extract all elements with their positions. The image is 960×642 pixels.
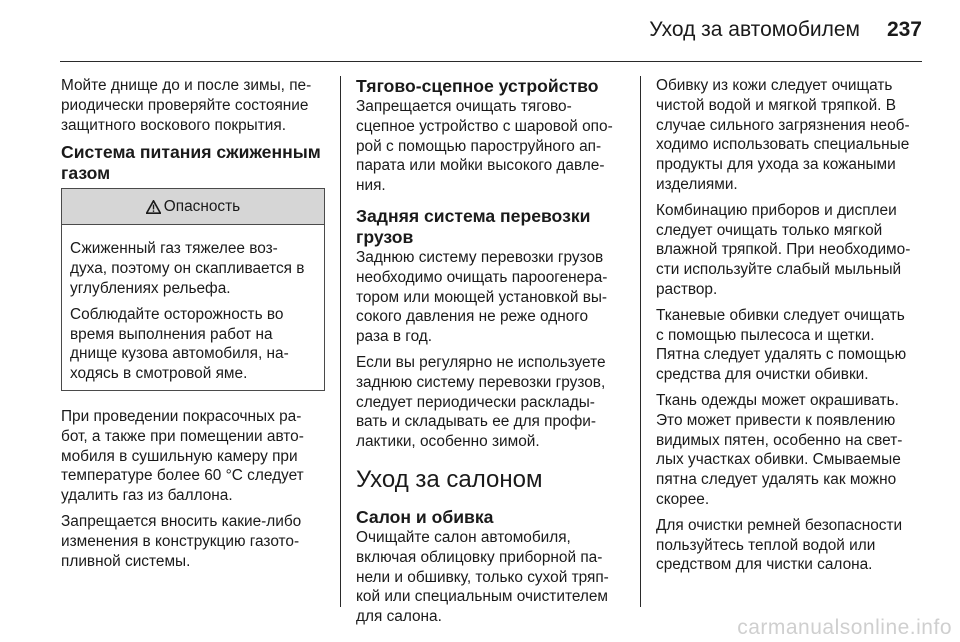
text-line: При проведении покрасочных ра-	[61, 407, 302, 425]
column-1	[61, 76, 325, 577]
text-line: Мойте днище до и после зимы, пе-	[61, 77, 312, 94]
text-line: Для очистки ремней безопасности	[656, 516, 903, 534]
text-line: Соблюдайте осторожность во	[70, 305, 284, 323]
text-line: случае сильного загрязнения необ-	[656, 116, 910, 134]
header-rule	[60, 61, 922, 62]
text-line: следует периодически расклады-	[356, 393, 595, 411]
text-line: пливной системы.	[61, 552, 191, 570]
text-line: сти используйте слабый мыльный	[656, 261, 902, 279]
text-line: грузов	[356, 226, 414, 247]
text-line: днище кузова автомобиля, на-	[70, 345, 289, 363]
text-line: вать и складывать ее для профи-	[356, 413, 596, 431]
text-line: включая облицовку приборной па-	[356, 548, 603, 566]
section-heading: Тягово-сцепное устройство	[356, 76, 599, 96]
paragraph	[656, 516, 926, 575]
column-2	[356, 76, 624, 633]
text-line: ния.	[356, 177, 386, 195]
section-heading	[61, 142, 325, 184]
text-line: заднюю систему перевозки грузов,	[356, 373, 606, 391]
text-line: Обивку из кожи следует очищать	[656, 77, 893, 94]
text-line: Очищайте салон автомобиля,	[356, 528, 571, 546]
text-line: Задняя система перевозки	[356, 205, 591, 226]
text-line: для салона.	[356, 608, 442, 626]
text-line: скорее.	[656, 490, 710, 508]
warning-triangle-icon	[146, 200, 161, 214]
text-line: необходимо очищать пароогенера-	[356, 268, 608, 286]
text-line: лактики, особенно зимой.	[356, 433, 540, 451]
text-line: углублениях рельефа.	[70, 279, 231, 297]
text-line: бот, а также при помещении авто-	[61, 427, 304, 445]
text-line: ходясь в смотровой яме.	[70, 365, 248, 383]
text-line: следует очищать только мягкой	[656, 221, 883, 239]
text-line: с помощью пылесоса и щетки.	[656, 326, 875, 344]
text-line: раствор.	[656, 280, 718, 298]
text-line: ходимо использовать специальные	[656, 136, 910, 154]
column-3	[656, 76, 926, 581]
text-line: кой или специальным очистителем	[356, 588, 608, 606]
text-line: Запрещается очищать тягово-	[356, 98, 572, 115]
text-line: Если вы регулярно не используете	[356, 353, 606, 371]
text-line: продукты для ухода за кожаными	[656, 156, 896, 174]
text-line: средством для чистки салона.	[656, 556, 873, 574]
text-line: чистой водой и мягкой тряпкой. В	[656, 96, 896, 114]
text-line: температуре более 60 °C следует	[61, 467, 304, 485]
chapter-heading: Уход за салоном	[356, 465, 543, 493]
paragraph	[656, 76, 926, 195]
paragraph	[356, 248, 624, 347]
text-line: влажной тряпкой. При необходимо-	[656, 241, 911, 259]
text-line: Сжиженный газ тяжелее воз-	[70, 240, 278, 258]
text-line: Система питания сжиженным	[61, 142, 321, 163]
text-line: сцепное устройство с шаровой опо-	[356, 117, 613, 135]
text-line: средства для очистки обивки.	[656, 366, 869, 384]
text-line: пользуйтесь теплой водой или	[656, 536, 876, 554]
warning-box-header	[62, 189, 324, 225]
text-line: время выполнения работ на	[70, 325, 273, 343]
text-line: Пятна следует удалять с помощью	[656, 346, 907, 364]
text-line: видимых пятен, особенно на свет-	[656, 431, 903, 449]
text-line: раза в год.	[356, 328, 433, 346]
paragraph	[61, 407, 325, 506]
warning-text	[70, 305, 318, 384]
paragraph	[356, 353, 624, 452]
text-line: газом	[61, 163, 111, 184]
warning-box-body	[62, 225, 324, 390]
text-line: мобиля в сушильную камеру при	[61, 447, 298, 465]
paragraph	[61, 76, 325, 135]
text-line: защитного воскового покрытия.	[61, 116, 286, 134]
warning-box	[61, 188, 325, 391]
paragraph	[356, 528, 624, 627]
text-line: Запрещается вносить какие-либо	[61, 512, 302, 530]
text-line: удалить газ из баллона.	[61, 487, 233, 505]
text-line: пятна следует удалять как можно	[656, 471, 897, 489]
text-line: нели и обшивку, только сухой тряп-	[356, 568, 609, 586]
text-line: тором или моющей установкой вы-	[356, 288, 608, 306]
paragraph	[61, 512, 325, 571]
warning-text	[70, 239, 318, 298]
text-line: Комбинацию приборов и дисплеи	[656, 201, 897, 219]
text-line: рой с помощью пароструйного ап-	[356, 137, 602, 155]
paragraph	[356, 97, 624, 196]
text-line: сокого давления не реже одного	[356, 308, 589, 326]
text-line: лых участках обивки. Смываемые	[656, 451, 901, 469]
column-divider	[340, 76, 341, 607]
text-line: Тканевые обивки следует очищать	[656, 306, 905, 324]
text-line: Это может привести к появлению	[656, 411, 896, 429]
section-heading	[356, 206, 624, 248]
watermark: carmanualsonline.info	[737, 616, 952, 639]
text-line: изделиями.	[656, 175, 738, 193]
paragraph	[656, 306, 926, 385]
warning-title: Опасность	[163, 197, 241, 215]
running-header-title: Уход за автомобилем	[649, 18, 860, 41]
text-line: изменения в конструкцию газото-	[61, 532, 300, 550]
text-line: Заднюю систему перевозки грузов	[356, 248, 604, 266]
text-line: духа, поэтому он скапливается в	[70, 260, 305, 278]
column-divider	[640, 76, 641, 607]
paragraph	[656, 391, 926, 510]
text-line: риодически проверяйте состояние	[61, 96, 309, 114]
section-heading: Салон и обивка	[356, 506, 494, 527]
page-number: 237	[886, 18, 922, 41]
paragraph	[656, 201, 926, 300]
text-line: парата или мойки высокого давле-	[356, 157, 605, 175]
text-line: Ткань одежды может окрашивать.	[656, 391, 899, 409]
